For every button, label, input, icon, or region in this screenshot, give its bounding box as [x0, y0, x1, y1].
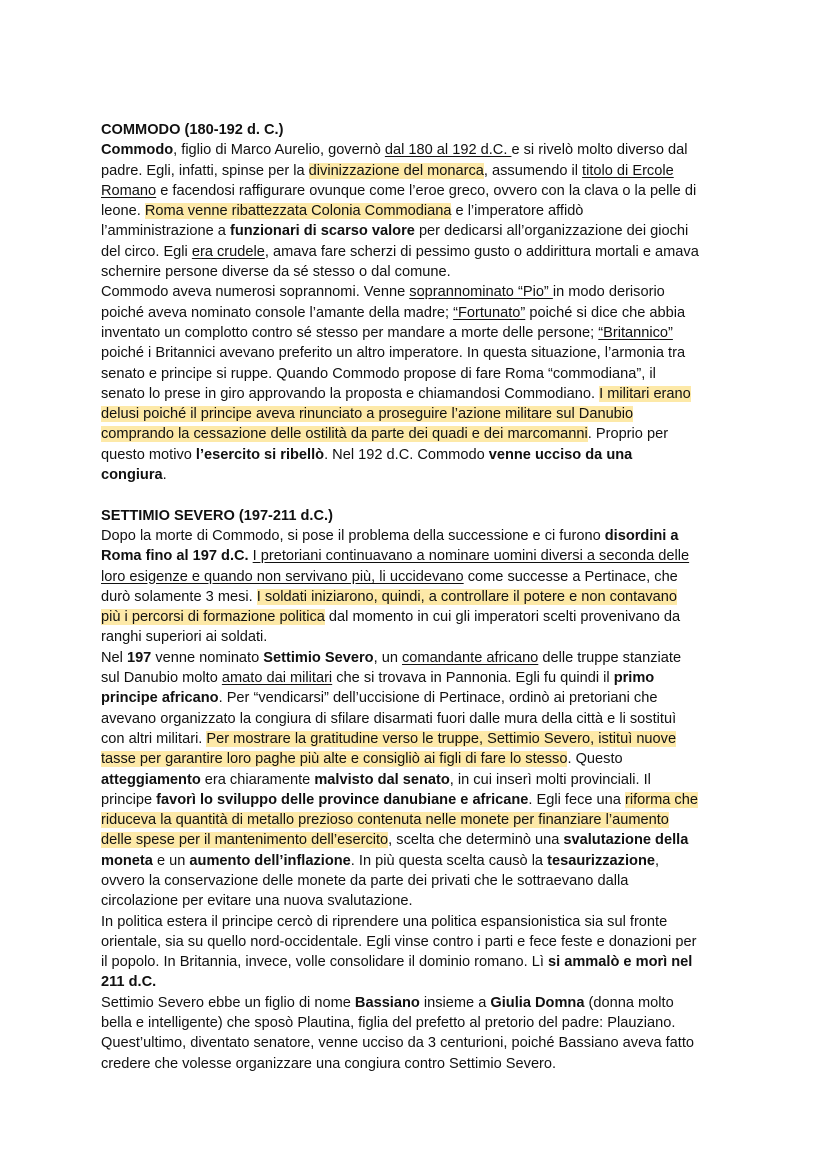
underlined-text: titolo di Ercole: [582, 162, 674, 179]
text-run: Dopo la morte di Commodo, si pose il problema della successione e ci furono: [101, 527, 605, 544]
highlighted-text: I militari erano: [599, 385, 691, 402]
text-run: Quest’ultimo, diventato senatore, venne ucciso da 3 centurioni, poiché Bassiano aveva fatto: [101, 1035, 695, 1052]
text-run: orientale, sia su quello nord-occidentale. Egli vinse contro i parti e fece feste e donazioni per: [101, 933, 697, 950]
bold-text: si ammalò e morì nel: [547, 954, 693, 971]
text-run: e si rivelò molto diverso dal: [511, 142, 688, 159]
text-run: leone.: [101, 203, 145, 220]
text-run: senato e principe si ruppe. Quando Commodo propose di fare Roma “commodiana”, il: [101, 365, 656, 382]
highlighted-text: delle spese per il mantenimento dell’esercito: [101, 832, 389, 849]
text-run: ,: [654, 852, 660, 869]
text-line: [101, 972, 741, 992]
bold-text: funzionari di scarso valore: [229, 223, 415, 240]
text-line: [101, 323, 741, 343]
text-line: [101, 587, 741, 607]
text-line: [101, 567, 741, 587]
text-line: [101, 729, 741, 749]
text-line: [101, 384, 741, 404]
text-line: [101, 851, 741, 871]
text-run: poiché i Britannici avevano preferito un altro imperatore. In questa situazione, l’armonia tra: [101, 345, 686, 362]
text-run: . Nel 192 d.C. Commodo: [324, 446, 489, 463]
text-line: [101, 993, 741, 1013]
section-title: SETTIMIO SEVERO (197-211 d.C.): [101, 507, 333, 524]
text-line: [101, 526, 741, 546]
underlined-text: I pretoriani continuavano a nominare uomini diversi a seconda delle: [252, 548, 690, 565]
underlined-text: comandante africano: [402, 649, 539, 666]
text-line: [101, 546, 741, 566]
text-run: venne nominato: [151, 649, 264, 666]
text-line: [101, 1013, 741, 1033]
underlined-text: “Britannico”: [598, 324, 673, 341]
text-run: il popolo. In Britannia, invece, volle consolidare il dominio romano. Lì: [101, 954, 548, 971]
bold-text: principe africano: [101, 690, 219, 707]
text-run: In politica estera il principe cercò di riprendere una politica espansionistica sia sul fronte: [101, 913, 668, 930]
text-line: [101, 140, 741, 160]
text-run: ranghi superiori ai soldati.: [101, 629, 268, 646]
highlighted-text: più i percorsi di formazione politica: [101, 609, 325, 626]
text-run: , amava fare scherzi di pessimo gusto o addirittura mortali e amava: [264, 243, 699, 260]
text-line: [101, 465, 741, 485]
text-run: principe: [101, 791, 157, 808]
text-line: [101, 912, 741, 932]
bold-text: tesaurizzazione: [547, 852, 655, 869]
bold-text: Giulia Domna: [490, 994, 585, 1011]
text-run: questo motivo: [101, 446, 196, 463]
highlighted-text: divinizzazione del monarca: [308, 162, 484, 179]
section-title: COMMODO (180-192 d. C.): [101, 122, 284, 138]
text-run: l’amministrazione a: [101, 223, 230, 240]
text-run: e facendosi raffigurare ovunque come l’eroe greco, ovvero con la clava o la pelle di: [156, 182, 697, 199]
underlined-text: amato dai militari: [221, 670, 333, 687]
text-run: ovvero la conservazione delle monete da parte dei privati che le sottraevano dalla: [101, 872, 629, 889]
text-line: [101, 242, 741, 262]
text-run: credere che volesse organizzare una congiura contro Settimio Severo.: [101, 1055, 557, 1072]
text-run: Nel: [101, 649, 127, 666]
bold-text: atteggiamento: [101, 771, 201, 788]
section-paragraphs: [101, 140, 741, 485]
text-line: [101, 303, 741, 323]
text-run: e un: [152, 852, 190, 869]
text-line: [101, 810, 741, 830]
bold-text: aumento dell’inflazione: [189, 852, 351, 869]
underlined-text: Romano: [101, 182, 157, 199]
text-run: . Per “vendicarsi” dell’uccisione di Pertinace, ordinò ai pretoriani che: [218, 690, 658, 707]
bold-text: Commodo: [101, 142, 174, 159]
text-run: e l’imperatore affidò: [451, 203, 584, 220]
text-run: poiché aveva nominato console l’amante della madre;: [101, 304, 454, 321]
bold-text: 211 d.C.: [101, 974, 157, 991]
highlighted-text: riforma che: [624, 791, 698, 808]
highlighted-text: comprando la cessazione delle ostilità da parte dei quadi e dei marcomanni: [101, 426, 588, 443]
text-line: [101, 201, 741, 221]
text-run: per dedicarsi all’organizzazione dei giochi: [414, 223, 689, 240]
text-run: in modo derisorio: [552, 284, 665, 301]
text-line: [101, 161, 741, 181]
section-spacer: [101, 485, 741, 505]
text-line: [101, 364, 741, 384]
text-run: avevano organizzato la congiura di sfilare disarmati fuori dalle mura della città e li sostituì: [101, 710, 677, 727]
highlighted-text: tasse per garantire loro paghe più alte e consigliò ai figli di fare lo stesso: [101, 751, 568, 768]
underlined-text: soprannominato “Pio”: [409, 284, 553, 301]
underlined-text: dal 180 al 192 d.C.: [384, 142, 512, 159]
highlighted-text: Per mostrare la gratitudine verso le truppe, Settimio Severo, istituì nuove: [206, 730, 677, 747]
text-line: [101, 221, 741, 241]
bold-text: primo: [613, 670, 655, 687]
highlighted-text: I soldati iniziarono, quindi, a controllare il potere e non contavano: [256, 588, 677, 605]
text-line: [101, 1033, 741, 1053]
text-run: insieme a: [419, 994, 491, 1011]
text-run: . In più questa scelta causò la: [350, 852, 548, 869]
section-settimio-severo: [101, 506, 741, 1074]
section-commodo: [101, 120, 741, 485]
text-run: , assumendo il: [483, 162, 583, 179]
text-run: durò solamente 3 mesi.: [101, 588, 257, 605]
bold-text: svalutazione della: [563, 832, 689, 849]
text-line: [101, 790, 741, 810]
bold-text: Bassiano: [354, 994, 420, 1011]
text-run: (donna molto: [584, 994, 674, 1011]
underlined-text: loro esigenze e quando non servivano più, li uccidevano: [101, 568, 464, 585]
bold-text: 197: [126, 649, 152, 666]
underlined-text: era crudele: [191, 243, 265, 260]
text-line: [101, 607, 741, 627]
bold-text: congiura: [101, 467, 163, 484]
underlined-text: “Fortunato”: [453, 304, 526, 321]
text-run: dal momento in cui gli imperatori scelti provenivano da: [324, 609, 681, 626]
text-run: senato lo prese in giro approvando la proposta e chiamandosi Commodiano.: [101, 385, 600, 402]
text-line: [101, 648, 741, 668]
text-run: delle truppe stanziate: [538, 649, 682, 666]
text-run: . Questo: [567, 751, 623, 768]
text-line: [101, 181, 741, 201]
text-line: [101, 952, 741, 972]
text-run: , un: [373, 649, 402, 666]
text-line: [101, 1054, 741, 1074]
text-line: [101, 830, 741, 850]
text-line: [101, 749, 741, 769]
text-line: [101, 424, 741, 444]
highlighted-text: riduceva la quantità di metallo prezioso contenuta nelle monete per finanziare l’aumento: [101, 812, 669, 829]
text-run: . Egli fece una: [528, 791, 625, 808]
bold-text: disordini a: [604, 527, 679, 544]
text-run: bella e intelligente) che sposò Plautina, figlia del prefetto al pretorio del padre: Plauziano.: [101, 1015, 676, 1032]
text-run: come successe a Pertinace, che: [463, 568, 678, 585]
text-run: , figlio di Marco Aurelio, governò: [173, 142, 385, 159]
text-line: [101, 445, 741, 465]
text-run: circolazione per evitare una nuova svalutazione.: [101, 893, 413, 910]
text-run: , scelta che determinò una: [388, 832, 564, 849]
section-paragraphs: [101, 526, 741, 1074]
text-run: Settimio Severo ebbe un figlio di nome: [101, 994, 355, 1011]
bold-text: malvisto dal senato: [314, 771, 450, 788]
bold-text: l’esercito si ribellò: [195, 446, 325, 463]
text-run: con altri militari.: [101, 730, 207, 747]
text-line: [101, 871, 741, 891]
text-run: Commodo aveva numerosi soprannomi. Venne: [101, 284, 410, 301]
text-run: schernire persone diverse da sé stesso o dal comune.: [101, 264, 451, 281]
bold-text: Roma fino al 197 d.C.: [101, 548, 249, 565]
text-line: [101, 282, 741, 302]
text-run: .: [162, 467, 167, 484]
text-line: [101, 932, 741, 952]
text-run: sul Danubio molto: [101, 670, 222, 687]
bold-text: venne ucciso da una: [488, 446, 633, 463]
highlighted-text: Roma venne ribattezzata Colonia Commodiana: [144, 203, 452, 220]
text-line: [101, 709, 741, 729]
text-line: [101, 262, 741, 282]
bold-text: favorì lo sviluppo delle province danubiane e africane: [156, 791, 529, 808]
text-line: [101, 404, 741, 424]
text-run: poiché si dice che abbia: [525, 304, 686, 321]
text-line: [101, 891, 741, 911]
text-run: inventato un complotto contro sé stesso per mandare a morte delle persone;: [101, 324, 599, 341]
bold-text: moneta: [101, 852, 153, 869]
text-run: padre. Egli, infatti, spinse per la: [101, 162, 309, 179]
text-line: [101, 688, 741, 708]
text-run: del circo. Egli: [101, 243, 192, 260]
text-line: [101, 770, 741, 790]
highlighted-text: delusi poiché il principe aveva rinunciato a proseguire l’azione militare sul Danubio: [101, 406, 634, 423]
bold-text: Settimio Severo: [263, 649, 374, 666]
text-run: era chiaramente: [200, 771, 315, 788]
text-run: . Proprio per: [587, 426, 669, 443]
document-body: [101, 120, 741, 1074]
text-run: , in cui inserì molti provinciali. Il: [449, 771, 651, 788]
text-line: [101, 343, 741, 363]
text-run: che si trovava in Pannonia. Egli fu quindi il: [332, 670, 614, 687]
text-line: [101, 668, 741, 688]
text-line: [101, 627, 741, 647]
